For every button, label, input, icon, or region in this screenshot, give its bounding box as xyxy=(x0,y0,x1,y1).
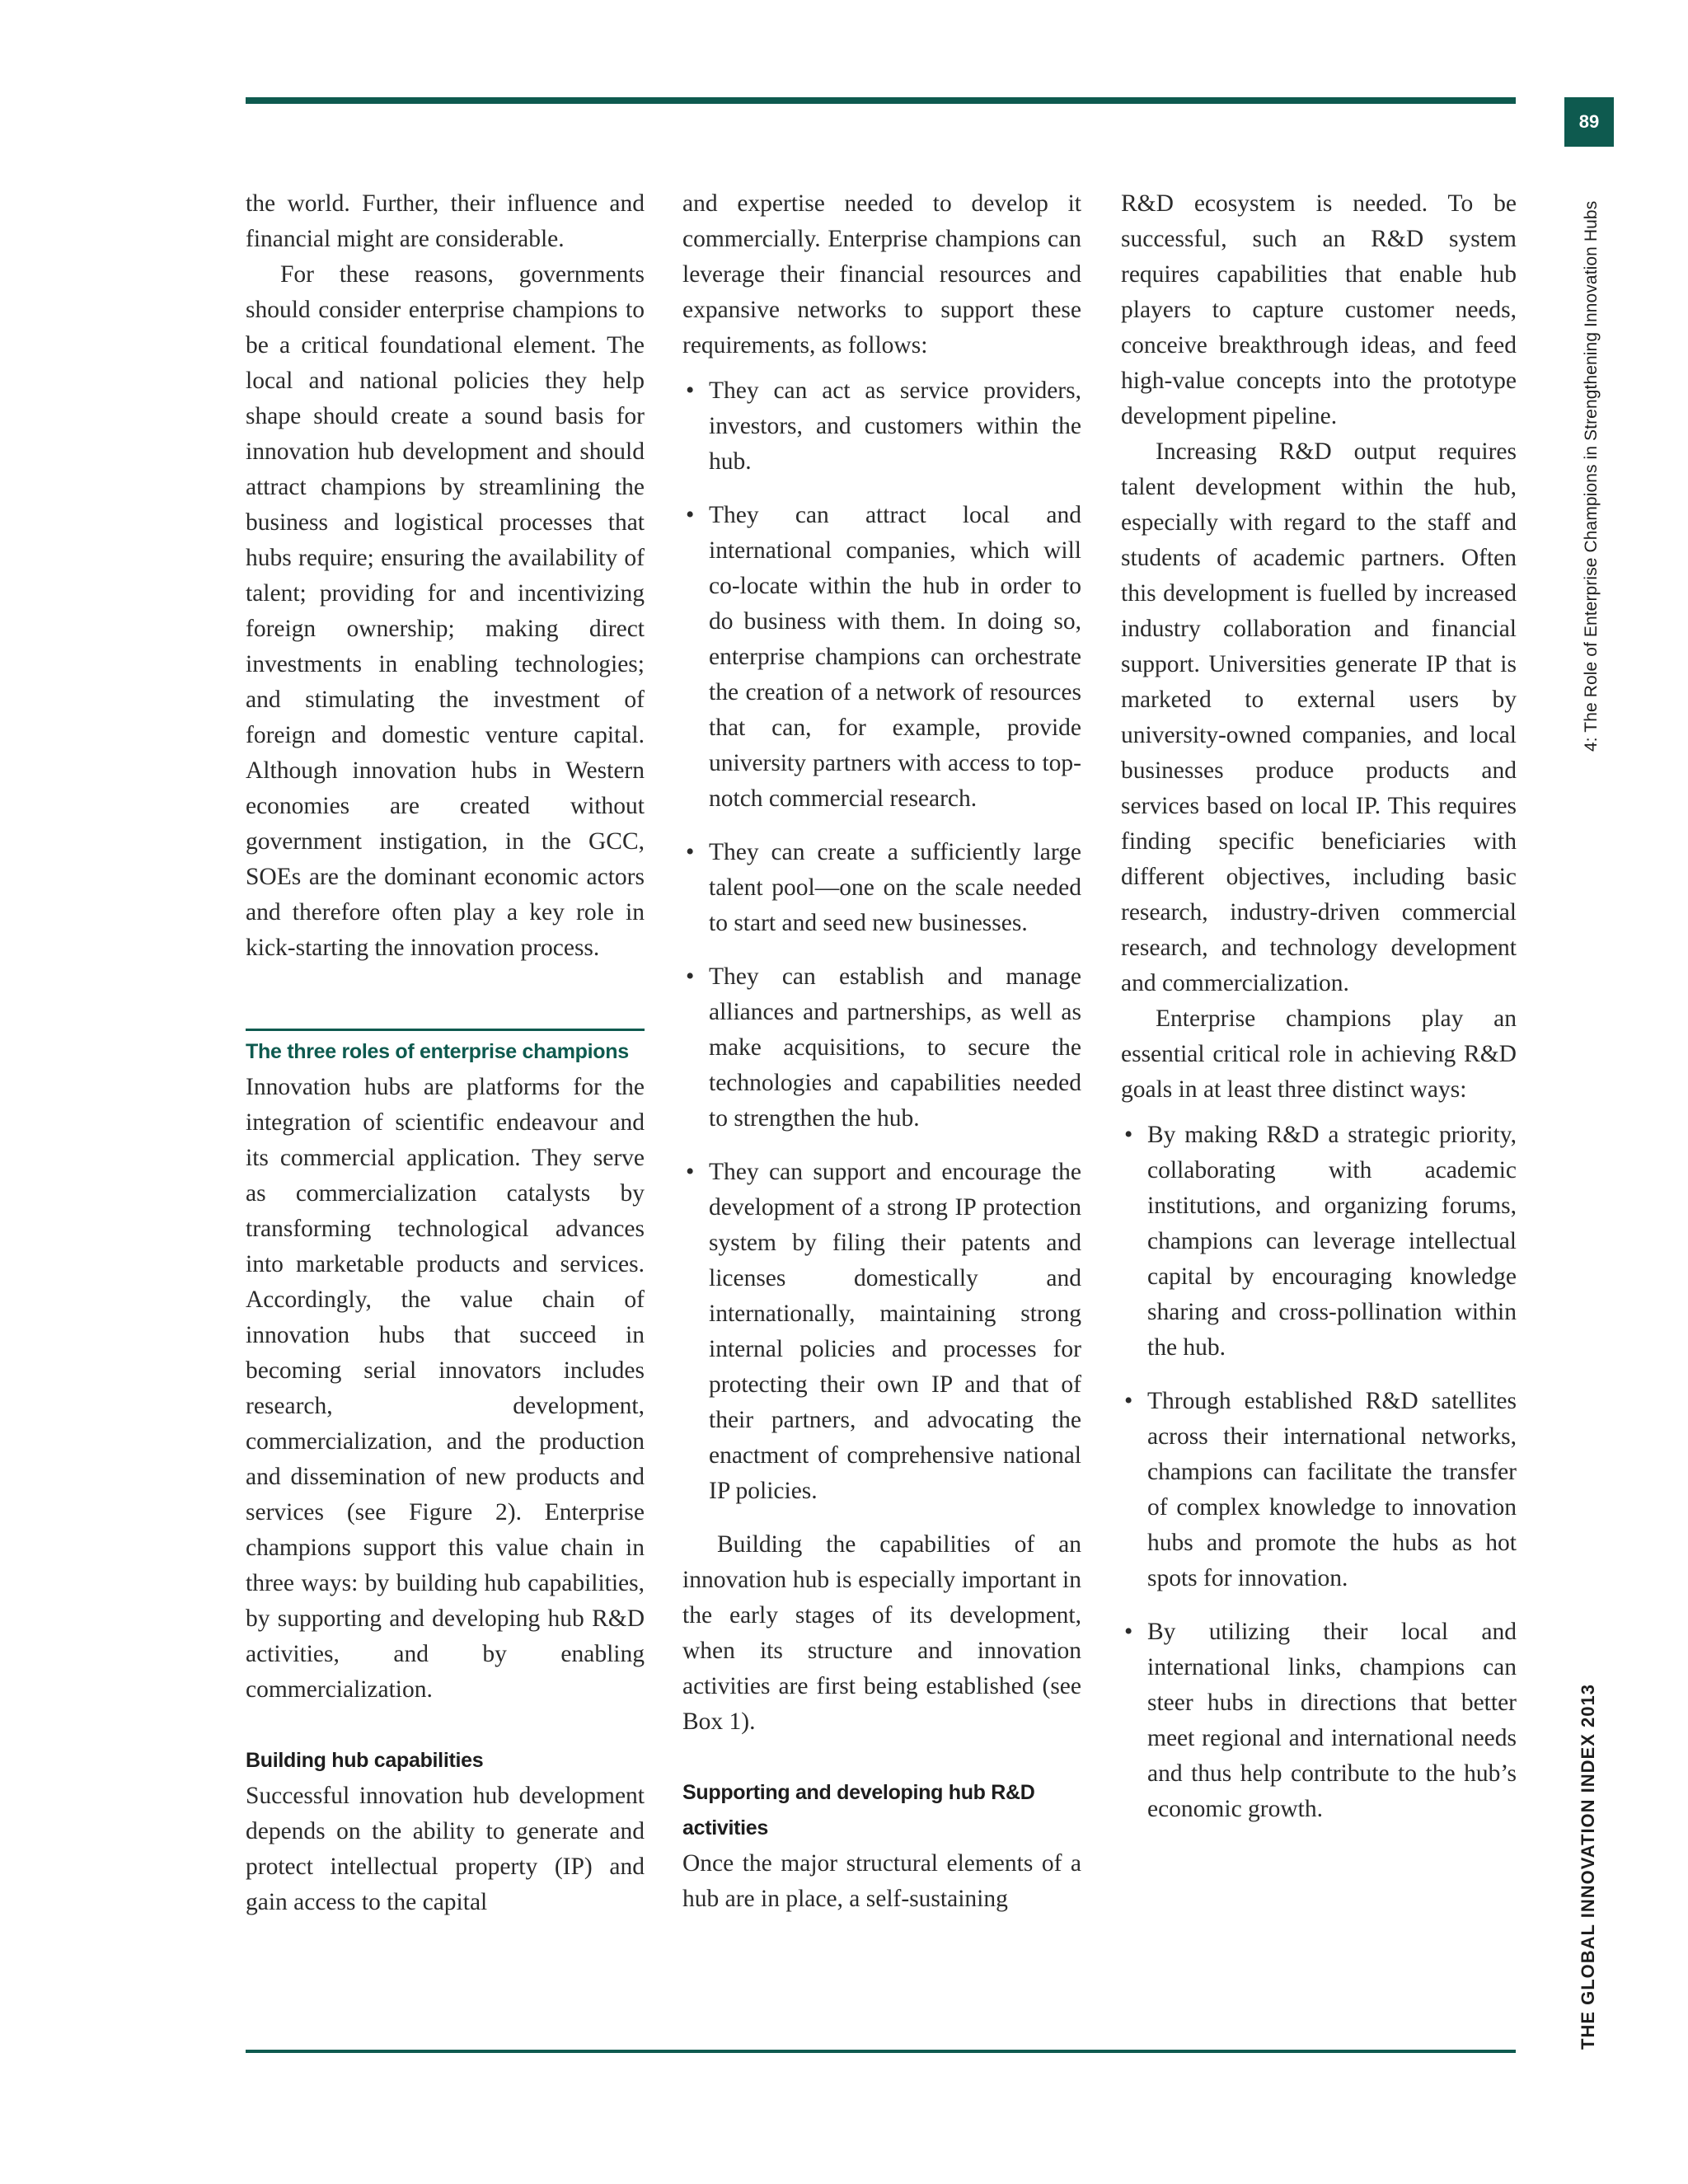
column-1 xyxy=(246,186,645,1920)
paragraph: Once the major structural elements of a hub are in place, a self-sustaining xyxy=(682,1850,1081,1912)
list-item xyxy=(1121,1118,1517,1366)
list-item xyxy=(1121,1615,1517,1827)
bullet-list xyxy=(1121,1118,1517,1827)
paragraph: Enterprise champions play an essential critical role in achieving R&D goals in at least three distinct ways: xyxy=(1121,1005,1517,1103)
bullet-icon: • xyxy=(686,963,695,990)
chapter-running-head: 4: The Role of Enterprise Champions in Strengthening Innovation Hubs xyxy=(1582,200,1601,752)
column-2 xyxy=(682,186,1081,1917)
list-item-text: They can act as service providers, investors, and customers within the hub. xyxy=(709,377,1081,475)
bullet-list xyxy=(682,373,1081,1509)
bottom-rule xyxy=(246,2050,1516,2053)
paragraph: the world. Further, their influence and financial might are considerable. xyxy=(246,190,645,252)
list-item xyxy=(682,959,1081,1137)
subsection-heading: Supporting and developing hub R&D activities xyxy=(682,1781,1035,1840)
list-item xyxy=(682,835,1081,941)
list-item-text: They can create a sufficiently large talent pool—one on the scale needed to start and seed new businesses. xyxy=(709,839,1081,936)
list-item xyxy=(1121,1384,1517,1596)
list-item-text: Through established R&D satellites across their international networks, champions can facilitate the transfer of complex knowledge to innovation hubs and promote the hubs as hot spots for innovation. xyxy=(1147,1388,1517,1591)
list-item xyxy=(682,1155,1081,1509)
paragraph: Increasing R&D output requires talent development within the hub, especially with regard to the staff and students of academic partners. Often this development is fuelled by increased industry collaboration and financial support. Universities generate IP that is marketed to external users by university-owned companies, and local businesses produce products and services based on local IP. This requires finding specific beneficiaries with different objectives, including basic research, industry-driven commercial research, and technology development and commercialization. xyxy=(1121,438,1517,996)
bullet-icon: • xyxy=(1124,1388,1133,1414)
list-item-text: By making R&D a strategic priority, collaborating with academic institutions, and organizing forums, champions can leverage intellectual capital by encouraging knowledge sharing and cross-pollination within the hub. xyxy=(1147,1122,1517,1361)
list-item xyxy=(682,498,1081,817)
paragraph: Innovation hubs are platforms for the integration of scientific endeavour and its commercial application. They serve as commercialization catalysts by transforming technological advances into marketable products and services. Accordingly, the value chain of innovation hubs that succeed in becoming serial innovators includes research, development, commercialization, and the production and dissemination of new products and services (see Figure 2). Enterprise champions support this value chain in three ways: by building hub capabilities, by supporting and developing hub R&D activities, and by enabling commercialization. xyxy=(246,1074,645,1703)
section-divider xyxy=(246,1029,645,1070)
top-rule xyxy=(246,97,1516,104)
publication-running-head: THE GLOBAL INNOVATION INDEX 2013 xyxy=(1578,1684,1598,2050)
list-item-text: By utilizing their local and international links, champions can steer hubs in directions that better meet regional and international needs and thus help contribute to the hub’s economic growth. xyxy=(1147,1619,1517,1822)
paragraph: Successful innovation hub development depends on the ability to generate and protect intellectual property (IP) and gain access to the capital xyxy=(246,1783,645,1915)
bullet-icon: • xyxy=(1124,1619,1133,1645)
paragraph: For these reasons, governments should consider enterprise champions to be a critical foundational element. The local and national policies they help shape should create a sound basis for innovation hub development and should attract champions by streamlining the business and logistical processes that hubs require; ensuring the availability of talent; providing for and incentivizing foreign ownership; making direct investments in enabling technologies; and stimulating the investment of foreign and domestic venture capital. Although innovation hubs in Western economies are created without government instigation, in the GCC, SOEs are the dominant economic actors and therefore often play a key role in kick-starting the innovation process. xyxy=(246,261,645,961)
bullet-icon: • xyxy=(1124,1122,1133,1148)
list-item-text: They can establish and manage alliances and partnerships, as well as make acquisitions, to secure the technologies and capabilities needed to strengthen the hub. xyxy=(709,963,1081,1132)
paragraph: R&D ecosystem is needed. To be successful, such an R&D system requires capabilities that enable hub players to capture customer needs, conceive breakthrough ideas, and feed high-value concepts into the prototype development pipeline. xyxy=(1121,190,1517,429)
section-heading: The three roles of enterprise champions xyxy=(246,1040,629,1063)
page-number-badge xyxy=(1564,97,1614,147)
list-item-text: They can attract local and international companies, which will co-locate within the hub in order to do business with them. In doing so, enterprise champions can orchestrate the creation of a network of resources that can, for example, provide university partners with access to top-notch commercial research. xyxy=(709,502,1081,812)
paragraph: and expertise needed to develop it commercially. Enterprise champions can leverage their financial resources and expansive networks to support these requirements, as follows: xyxy=(682,190,1081,359)
list-item xyxy=(682,373,1081,480)
list-item-text: They can support and encourage the development of a strong IP protection system by filing their patents and licenses domestically and internationally, maintaining strong internal policies and processes for protecting their own IP and that of their partners, and advocating the enactment of comprehensive national IP policies. xyxy=(709,1159,1081,1504)
bullet-icon: • xyxy=(686,839,695,865)
bullet-icon: • xyxy=(686,502,695,528)
paragraph: Building the capabilities of an innovation hub is especially important in the early stages of its development, when its structure and innovation activities are first being established (see Box 1). xyxy=(682,1531,1081,1735)
page-number: 89 xyxy=(1578,111,1600,132)
spacer xyxy=(682,1740,1081,1775)
bullet-icon: • xyxy=(686,377,695,404)
subsection-heading: Building hub capabilities xyxy=(246,1749,484,1772)
column-3 xyxy=(1121,186,1517,1845)
bullet-icon: • xyxy=(686,1159,695,1185)
spacer xyxy=(246,1708,645,1743)
